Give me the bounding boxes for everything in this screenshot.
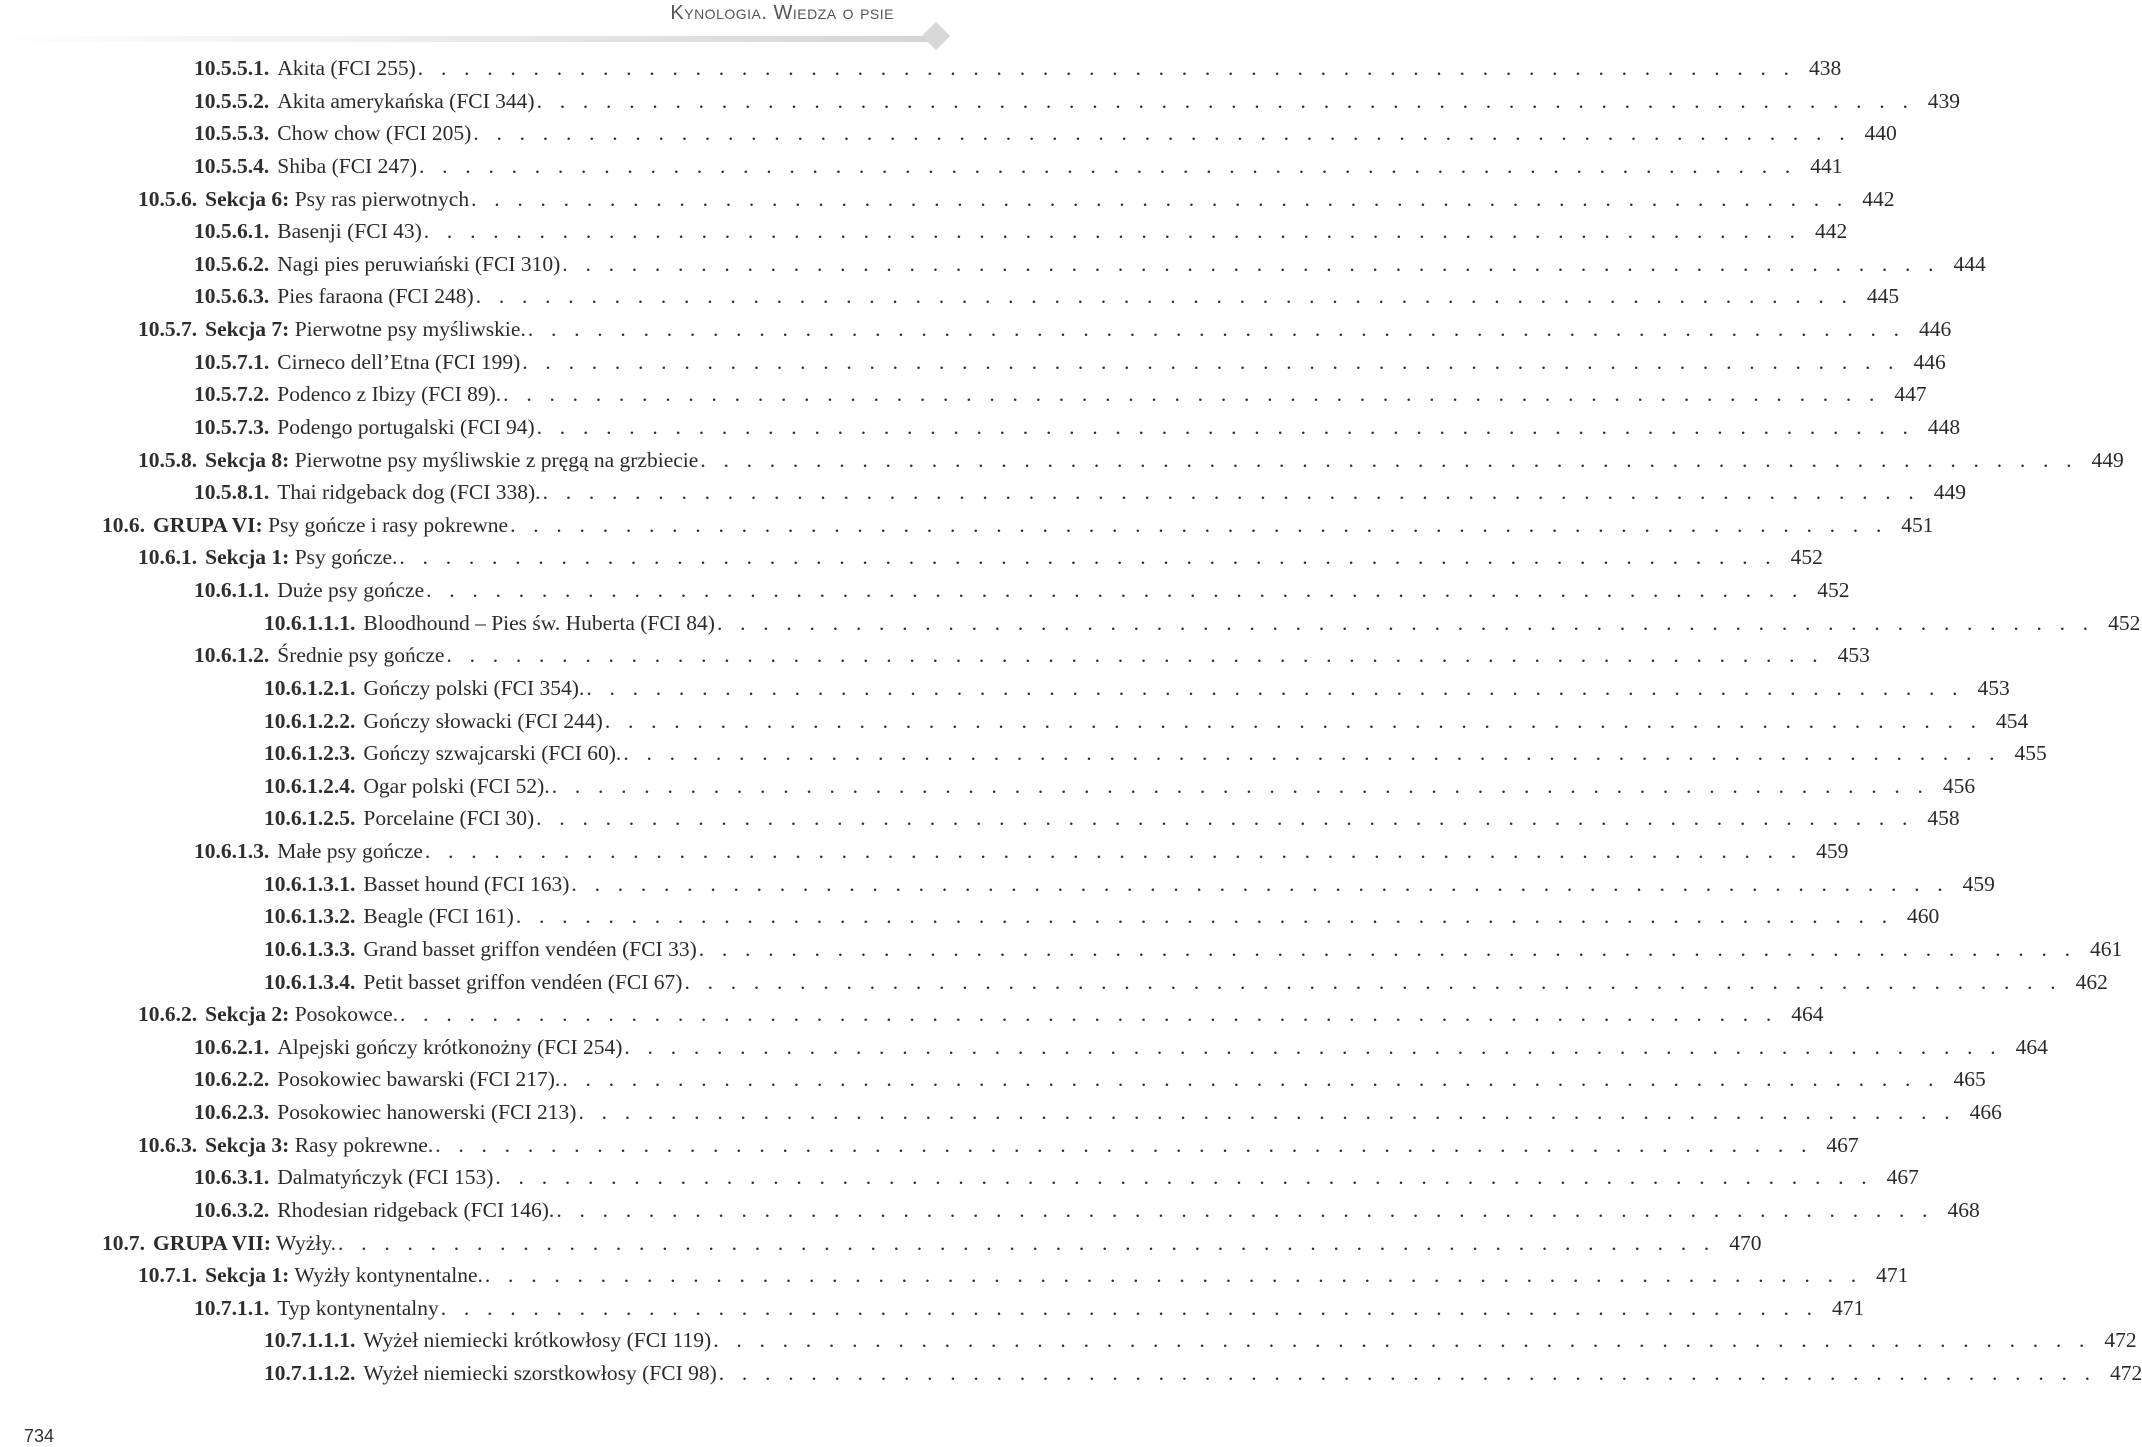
- toc-entry: [0, 346, 1946, 379]
- running-header-title: Kynologia. Wiedza o psie: [670, 2, 894, 24]
- toc-entry: [0, 411, 1961, 444]
- toc-entry-label: Cirneco dell’Etna (FCI 199): [277, 349, 521, 374]
- toc-entry-title: [205, 1259, 483, 1292]
- toc-entry-label: Wyżeł niemiecki szorstkowłosy (FCI 98): [363, 1361, 717, 1385]
- toc-entry-number: 10.6.1.2.1.: [264, 675, 356, 700]
- dot-leader: . . . . . . . . . . . . . . . . . . . . . . . . . . . . . . . . . . . . . . . . . . . . . . . . . . . . . . . . . . . .: [510, 512, 1888, 537]
- toc-entry-number: 10.5.6.1.: [194, 219, 270, 244]
- toc-entry-page: 442: [1862, 186, 1895, 211]
- toc-entry: [0, 85, 1961, 118]
- toc-entry: [0, 1357, 2142, 1390]
- toc-entry-label: Akita amerykańska (FCI 344): [277, 88, 535, 113]
- toc-entry: [0, 705, 2029, 738]
- toc-entry-title: [153, 509, 508, 542]
- toc-entry-section-label: GRUPA VI:: [153, 512, 263, 537]
- toc-entry: [0, 248, 1986, 281]
- toc-entry-page: 459: [1816, 839, 1849, 863]
- toc-entry-label: Pies faraona (FCI 248): [277, 284, 474, 309]
- toc-entry-label: Gończy szwajcarski (FCI 60).: [363, 741, 622, 766]
- toc-entry-page: 440: [1864, 121, 1897, 146]
- toc-entry: [0, 1324, 2137, 1357]
- toc-entry-label: Rasy pokrewne.: [289, 1132, 434, 1157]
- toc-entry: [0, 183, 1895, 216]
- toc-entry-number: 10.7.1.1.1.: [264, 1328, 356, 1353]
- toc-entry-label: Bloodhound – Pies św. Huberta (FCI 84): [363, 610, 715, 635]
- toc-entry: [0, 117, 1897, 150]
- toc-entry-label: Posokowce.: [289, 1002, 399, 1027]
- toc-entry-title: [277, 346, 520, 379]
- toc-entry-label: Porcelaine (FCI 30): [363, 806, 535, 831]
- toc-entry-page: 444: [1953, 251, 1986, 276]
- toc-entry-page: 439: [1927, 88, 1961, 113]
- toc-entry-title: [205, 1129, 433, 1162]
- toc-entry-title: [277, 1194, 554, 1227]
- toc-entry-title: [277, 248, 560, 281]
- dot-leader: . . . . . . . . . . . . . . . . . . . . . . . . . . . . . . . . . . . . . . . . . . . . . . . . . . . . . . . . . . . .: [578, 1100, 1956, 1124]
- toc-entry-page: 465: [1953, 1067, 1986, 1092]
- toc-entry: [0, 509, 1934, 542]
- dot-leader: . . . . . . . . . . . . . . . . . . . . . . . . . . . . . . . . . . . . . . . . . . . . . . . . . . . . . . . . . . . .: [400, 1002, 1778, 1027]
- toc-entry-number: 10.5.6.3.: [194, 284, 270, 309]
- toc-entry-number: 10.6.1.2.2.: [264, 708, 356, 733]
- toc-entry-title: [277, 1096, 576, 1129]
- toc-entry-title: [277, 52, 416, 85]
- dot-leader: . . . . . . . . . . . . . . . . . . . . . . . . . . . . . . . . . . . . . . . . . . . . . . . . . . . . . . . . . . . .: [440, 1295, 1819, 1320]
- toc-entry-label: Średnie psy gończe: [277, 643, 445, 668]
- toc-entry-title: [363, 1357, 716, 1390]
- dot-leader: . . . . . . . . . . . . . . . . . . . . . . . . . . . . . . . . . . . . . . . . . . . . . . . . . . . . . . . . . . . .: [536, 88, 1915, 113]
- toc-entry-title: [363, 770, 549, 803]
- toc-entry-title: [277, 1031, 622, 1064]
- toc-entry-number: 10.5.5.1.: [194, 56, 270, 80]
- dot-leader: . . . . . . . . . . . . . . . . . . . . . . . . . . . . . . . . . . . . . . . . . . . . . . . . . . . . . . . . . . . .: [556, 1197, 1934, 1222]
- toc-entry-title: [277, 411, 534, 444]
- toc-entry-section-label: Sekcja 2:: [205, 1002, 290, 1027]
- toc-entry-number: 10.6.2.2.: [194, 1067, 270, 1092]
- toc-entry-label: Wyżły.: [271, 1230, 337, 1255]
- dot-leader: . . . . . . . . . . . . . . . . . . . . . . . . . . . . . . . . . . . . . . . . . . . . . . . . . . . . . . . . . . . .: [471, 186, 1849, 211]
- toc-entry-page: 460: [1907, 904, 1940, 929]
- toc-entry: [0, 639, 1870, 672]
- toc-entry-number: 10.6.1.3.2.: [264, 904, 356, 929]
- toc-entry-number: 10.5.6.2.: [194, 251, 270, 276]
- toc-entry-label: Wyżły kontynentalne.: [289, 1263, 483, 1288]
- toc-entry-page: 445: [1866, 284, 1900, 309]
- toc-entry-number: 10.7.1.: [138, 1263, 198, 1288]
- toc-entry: [0, 1259, 1909, 1292]
- toc-entry-page: 454: [1996, 708, 2029, 733]
- toc-entry-number: 10.7.1.1.2.: [264, 1361, 356, 1385]
- toc-entry: [0, 770, 1976, 803]
- toc-entry-label: Psy gończe i rasy pokrewne: [262, 512, 509, 537]
- toc-entry-number: 10.5.8.1.: [194, 480, 270, 505]
- toc-entry-title: [363, 900, 513, 933]
- toc-entry: [0, 52, 1842, 85]
- toc-entry-section-label: Sekcja 3:: [205, 1132, 290, 1157]
- toc-entry-number: 10.6.: [102, 512, 145, 537]
- dot-leader: . . . . . . . . . . . . . . . . . . . . . . . . . . . . . . . . . . . . . . . . . . . . . . . . . . . . . . . . . . . .: [338, 1230, 1716, 1255]
- toc-entry-title: [363, 1324, 711, 1357]
- dot-leader: . . . . . . . . . . . . . . . . . . . . . . . . . . . . . . . . . . . . . . . . . . . . . . . . . . . . . . . . . . . .: [562, 251, 1940, 276]
- dot-leader: . . . . . . . . . . . . . . . . . . . . . . . . . . . . . . . . . . . . . . . . . . . . . . . . . . . . . . . . . . . .: [435, 1132, 1813, 1157]
- toc-entry: [0, 1031, 2048, 1064]
- toc-entry-number: 10.5.5.2.: [194, 88, 270, 113]
- toc-entry-title: [277, 639, 444, 672]
- toc-entry: [0, 313, 1952, 346]
- toc-entry-label: Posokowiec bawarski (FCI 217).: [277, 1067, 561, 1092]
- toc-entry-number: 10.6.1.3.3.: [264, 936, 356, 961]
- toc-entry-label: Pierwotne psy myśliwskie z pręgą na grzbiecie: [289, 447, 699, 472]
- dot-leader: . . . . . . . . . . . . . . . . . . . . . . . . . . . . . . . . . . . . . . . . . . . . . . . . . . . . . . . . . . . .: [515, 904, 1894, 929]
- dot-leader: . . . . . . . . . . . . . . . . . . . . . . . . . . . . . . . . . . . . . . . . . . . . . . . . . . . . . . . . . . . .: [419, 153, 1797, 178]
- toc-entry-number: 10.5.7.3.: [194, 414, 270, 439]
- toc-entry-title: [363, 868, 569, 901]
- toc-entry-title: [277, 117, 471, 150]
- dot-leader: . . . . . . . . . . . . . . . . . . . . . . . . . . . . . . . . . . . . . . . . . . . . . . . . . . . . . . . . . . . .: [571, 871, 1949, 896]
- toc-entry-title: [277, 1063, 560, 1096]
- dot-leader: . . . . . . . . . . . . . . . . . . . . . . . . . . . . . . . . . . . . . . . . . . . . . . . . . . . . . . . . . . . .: [698, 936, 2077, 961]
- toc-entry: [0, 1129, 1859, 1162]
- dot-leader: . . . . . . . . . . . . . . . . . . . . . . . . . . . . . . . . . . . . . . . . . . . . . . . . . . . . . . . . . . . .: [399, 545, 1777, 570]
- toc-entry-title: [363, 966, 682, 999]
- toc-entry-number: 10.6.1.2.5.: [264, 806, 356, 831]
- toc-entry: [0, 378, 1927, 411]
- dot-leader: . . . . . . . . . . . . . . . . . . . . . . . . . . . . . . . . . . . . . . . . . . . . . . . . . . . . . . . . . . . .: [623, 741, 2001, 766]
- toc-entry-number: 10.7.: [102, 1230, 145, 1255]
- toc-entry: [0, 672, 2010, 705]
- dot-leader: . . . . . . . . . . . . . . . . . . . . . . . . . . . . . . . . . . . . . . . . . . . . . . . . . . . . . . . . . . . .: [417, 56, 1796, 80]
- toc-entry-section-label: Sekcja 7:: [205, 317, 290, 341]
- toc-entry-number: 10.6.1.3.1.: [264, 871, 356, 896]
- toc-entry-label: Ogar polski (FCI 52).: [363, 773, 550, 798]
- dot-leader: . . . . . . . . . . . . . . . . . . . . . . . . . . . . . . . . . . . . . . . . . . . . . . . . . . . . . . . . . . . .: [527, 317, 1906, 341]
- toc-entry-number: 10.6.2.1.: [194, 1034, 270, 1059]
- diamond-ornament-icon: [922, 22, 950, 50]
- dot-leader: . . . . . . . . . . . . . . . . . . . . . . . . . . . . . . . . . . . . . . . . . . . . . . . . . . . . . . . . . . . .: [536, 414, 1915, 439]
- dot-leader: . . . . . . . . . . . . . . . . . . . . . . . . . . . . . . . . . . . . . . . . . . . . . . . . . . . . . . . . . . . .: [484, 1263, 1863, 1288]
- dot-leader: . . . . . . . . . . . . . . . . . . . . . . . . . . . . . . . . . . . . . . . . . . . . . . . . . . . . . . . . . . . .: [495, 1165, 1873, 1190]
- toc-entry: [0, 998, 1824, 1031]
- toc-entry: [0, 966, 2108, 999]
- toc-entry-title: [277, 835, 423, 868]
- toc-entry-label: Gończy polski (FCI 354).: [363, 675, 585, 700]
- toc-entry-number: 10.6.2.3.: [194, 1100, 270, 1124]
- toc-entry-label: Podenco z Ibizy (FCI 89).: [277, 382, 502, 407]
- toc-entry: [0, 835, 1849, 868]
- toc-entry-label: Beagle (FCI 161): [363, 904, 514, 929]
- dot-leader: . . . . . . . . . . . . . . . . . . . . . . . . . . . . . . . . . . . . . . . . . . . . . . . . . . . . . . . . . . . .: [522, 349, 1900, 374]
- toc-entry-title: [277, 574, 424, 607]
- toc-entry: [0, 802, 1960, 835]
- toc-entry-title: [205, 444, 698, 477]
- toc-entry: [0, 215, 1848, 248]
- dot-leader: . . . . . . . . . . . . . . . . . . . . . . . . . . . . . . . . . . . . . . . . . . . . . . . . . . . . . . . . . . . .: [716, 610, 2095, 635]
- toc-entry-page: 452: [2108, 610, 2141, 635]
- toc-entry-title: [277, 85, 534, 118]
- toc-entry-number: 10.6.1.3.4.: [264, 969, 356, 994]
- toc-entry: [0, 737, 2047, 770]
- toc-entry-page: 448: [1927, 414, 1961, 439]
- toc-entry-number: 10.5.7.1.: [194, 349, 270, 374]
- toc-entry-page: 466: [1969, 1100, 2002, 1124]
- toc-entry-label: Alpejski gończy krótkonożny (FCI 254): [277, 1034, 623, 1059]
- toc-entry-number: 10.6.1.2.: [194, 643, 270, 668]
- toc-entry-page: 471: [1876, 1263, 1909, 1288]
- toc-entry-page: 447: [1894, 382, 1927, 407]
- dot-leader: . . . . . . . . . . . . . . . . . . . . . . . . . . . . . . . . . . . . . . . . . . . . . . . . . . . . . . . . . . . .: [684, 969, 2062, 994]
- running-header: [0, 0, 960, 56]
- toc-entry-title: [363, 933, 696, 966]
- toc-entry-page: 453: [1977, 675, 2010, 700]
- toc-entry-page: 464: [1791, 1002, 1824, 1027]
- toc-entry-number: 10.6.1.: [138, 545, 198, 570]
- toc-entry: [0, 1194, 1980, 1227]
- toc-entry-title: [277, 150, 417, 183]
- toc-entry-label: Duże psy gończe: [277, 578, 425, 602]
- toc-entry-label: Rhodesian ridgeback (FCI 146).: [277, 1197, 555, 1222]
- toc-entry: [0, 280, 1900, 313]
- toc-entry-title: [277, 1292, 439, 1325]
- dot-leader: . . . . . . . . . . . . . . . . . . . . . . . . . . . . . . . . . . . . . . . . . . . . . . . . . . . . . . . . . . . .: [718, 1361, 2097, 1385]
- toc-entry-page: 446: [1919, 317, 1952, 341]
- toc-entry-page: 471: [1831, 1295, 1865, 1320]
- toc-entry: [0, 150, 1843, 183]
- dot-leader: . . . . . . . . . . . . . . . . . . . . . . . . . . . . . . . . . . . . . . . . . . . . . . . . . . . . . . . . . . . .: [473, 121, 1851, 146]
- toc-entry-title: [153, 1227, 336, 1260]
- toc-entry-number: 10.5.7.2.: [194, 382, 270, 407]
- dot-leader: . . . . . . . . . . . . . . . . . . . . . . . . . . . . . . . . . . . . . . . . . . . . . . . . . . . . . . . . . . . .: [423, 219, 1802, 244]
- toc-entry-page: 461: [2089, 936, 2123, 961]
- toc-entry-title: [205, 313, 526, 346]
- toc-entry-number: 10.6.1.3.: [194, 839, 270, 863]
- toc-entry-title: [363, 705, 602, 738]
- toc-entry: [0, 900, 1940, 933]
- dot-leader: . . . . . . . . . . . . . . . . . . . . . . . . . . . . . . . . . . . . . . . . . . . . . . . . . . . . . . . . . . . .: [551, 773, 1930, 798]
- toc-entry-title: [205, 998, 398, 1031]
- toc-entry-label: Pierwotne psy myśliwskie.: [289, 317, 526, 341]
- dot-leader: . . . . . . . . . . . . . . . . . . . . . . . . . . . . . . . . . . . . . . . . . . . . . . . . . . . . . . . . . . . .: [562, 1067, 1940, 1092]
- toc-entry-label: Nagi pies peruwiański (FCI 310): [277, 251, 561, 276]
- page-number: 734: [24, 1426, 55, 1446]
- toc-entry-page: 456: [1942, 773, 1976, 798]
- table-of-contents: [0, 52, 2142, 1390]
- toc-entry-label: Shiba (FCI 247): [277, 153, 417, 178]
- toc-entry-label: Psy ras pierwotnych: [289, 186, 470, 211]
- toc-entry-title: [277, 378, 501, 411]
- toc-entry-label: Dalmatyńczyk (FCI 153): [277, 1165, 494, 1190]
- toc-entry: [0, 607, 2141, 640]
- toc-entry-page: 452: [1817, 578, 1850, 602]
- toc-entry-title: [277, 280, 473, 313]
- toc-entry-label: Podengo portugalski (FCI 94): [277, 414, 535, 439]
- toc-entry-section-label: GRUPA VII:: [153, 1230, 272, 1255]
- toc-entry-section-label: Sekcja 1:: [205, 1263, 290, 1288]
- toc-entry-title: [363, 737, 621, 770]
- toc-entry-number: 10.6.3.1.: [194, 1165, 270, 1190]
- toc-entry: [0, 476, 1966, 509]
- toc-entry-page: 455: [2014, 741, 2047, 766]
- toc-entry-label: Basset hound (FCI 163): [363, 871, 570, 896]
- toc-entry-section-label: Sekcja 6:: [205, 186, 290, 211]
- toc-entry-number: 10.5.5.3.: [194, 121, 270, 146]
- toc-entry-number: 10.6.3.: [138, 1132, 198, 1157]
- toc-entry-label: Posokowiec hanowerski (FCI 213): [277, 1100, 577, 1124]
- toc-entry-page: 446: [1913, 349, 1946, 374]
- toc-entry: [0, 1096, 2002, 1129]
- dot-leader: . . . . . . . . . . . . . . . . . . . . . . . . . . . . . . . . . . . . . . . . . . . . . . . . . . . . . . . . . . . .: [604, 708, 1983, 733]
- toc-entry-number: 10.6.1.1.: [194, 578, 270, 602]
- toc-entry-number: 10.6.1.1.1.: [264, 610, 356, 635]
- toc-entry-number: 10.6.1.2.4.: [264, 773, 356, 798]
- toc-entry: [0, 933, 2123, 966]
- toc-entry-label: Małe psy gończe: [277, 839, 423, 863]
- toc-entry-title: [205, 183, 469, 216]
- toc-entry-title: [205, 541, 397, 574]
- toc-entry-label: Petit basset griffon vendéen (FCI 67): [363, 969, 683, 994]
- toc-entry-number: 10.6.1.2.3.: [264, 741, 356, 766]
- toc-entry-page: 459: [1962, 871, 1995, 896]
- toc-entry-page: 438: [1808, 56, 1842, 80]
- toc-entry-label: Psy gończe.: [289, 545, 398, 570]
- toc-entry-page: 462: [2075, 969, 2108, 994]
- toc-entry-title: [363, 607, 715, 640]
- toc-entry-title: [277, 215, 422, 248]
- toc-entry-page: 472: [2109, 1361, 2142, 1385]
- toc-entry: [0, 1227, 1762, 1260]
- dot-leader: . . . . . . . . . . . . . . . . . . . . . . . . . . . . . . . . . . . . . . . . . . . . . . . . . . . . . . . . . . . .: [713, 1328, 2091, 1353]
- toc-entry-page: 467: [1886, 1165, 1919, 1190]
- toc-entry: [0, 541, 1823, 574]
- toc-entry-page: 451: [1901, 512, 1934, 537]
- dot-leader: . . . . . . . . . . . . . . . . . . . . . . . . . . . . . . . . . . . . . . . . . . . . . . . . . . . . . . . . . . . .: [426, 578, 1804, 602]
- dot-leader: . . . . . . . . . . . . . . . . . . . . . . . . . . . . . . . . . . . . . . . . . . . . . . . . . . . . . . . . . . . .: [446, 643, 1824, 668]
- toc-entry-number: 10.6.2.: [138, 1002, 198, 1027]
- toc-entry-label: Typ kontynentalny: [277, 1295, 439, 1320]
- dot-leader: . . . . . . . . . . . . . . . . . . . . . . . . . . . . . . . . . . . . . . . . . . . . . . . . . . . . . . . . . . . .: [700, 447, 2078, 472]
- dot-leader: . . . . . . . . . . . . . . . . . . . . . . . . . . . . . . . . . . . . . . . . . . . . . . . . . . . . . . . . . . . .: [475, 284, 1854, 309]
- toc-entry-section-label: Sekcja 1:: [205, 545, 290, 570]
- toc-entry-number: 10.5.8.: [138, 447, 198, 472]
- toc-entry-label: Gończy słowacki (FCI 244): [363, 708, 603, 733]
- toc-entry-page: 441: [1810, 153, 1843, 178]
- toc-entry-page: 452: [1790, 545, 1823, 570]
- toc-entry-label: Wyżeł niemiecki krótkowłosy (FCI 119): [363, 1328, 712, 1353]
- toc-entry-number: 10.7.1.1.: [194, 1295, 270, 1320]
- dot-leader: . . . . . . . . . . . . . . . . . . . . . . . . . . . . . . . . . . . . . . . . . . . . . . . . . . . . . . . . . . . .: [536, 806, 1914, 831]
- toc-entry-page: 458: [1927, 806, 1960, 831]
- toc-entry: [0, 444, 2124, 477]
- toc-entry-page: 468: [1947, 1197, 1980, 1222]
- toc-entry-page: 470: [1729, 1230, 1762, 1255]
- toc-entry-title: [363, 672, 584, 705]
- toc-entry-label: Chow chow (FCI 205): [277, 121, 472, 146]
- header-rule: [0, 36, 934, 42]
- toc-entry-number: 10.5.7.: [138, 317, 198, 341]
- toc-entry: [0, 868, 1995, 901]
- toc-entry-number: 10.5.5.4.: [194, 153, 270, 178]
- toc-entry-page: 467: [1826, 1132, 1859, 1157]
- dot-leader: . . . . . . . . . . . . . . . . . . . . . . . . . . . . . . . . . . . . . . . . . . . . . . . . . . . . . . . . . . . .: [586, 675, 1964, 700]
- dot-leader: . . . . . . . . . . . . . . . . . . . . . . . . . . . . . . . . . . . . . . . . . . . . . . . . . . . . . . . . . . . .: [624, 1034, 2002, 1059]
- toc-entry-page: 442: [1814, 219, 1848, 244]
- toc-entry: [0, 1161, 1919, 1194]
- toc-entry: [0, 574, 1850, 607]
- toc-entry-label: Grand basset griffon vendéen (FCI 33): [363, 936, 697, 961]
- toc-entry: [0, 1063, 1986, 1096]
- toc-entry-label: Basenji (FCI 43): [277, 219, 422, 244]
- toc-entry-section-label: Sekcja 8:: [205, 447, 290, 472]
- toc-entry-page: 453: [1837, 643, 1870, 668]
- toc-entry-number: 10.5.6.: [138, 186, 198, 211]
- toc-entry-page: 464: [2015, 1034, 2048, 1059]
- toc-entry-label: Thai ridgeback dog (FCI 338).: [277, 480, 541, 505]
- dot-leader: . . . . . . . . . . . . . . . . . . . . . . . . . . . . . . . . . . . . . . . . . . . . . . . . . . . . . . . . . . . .: [424, 839, 1803, 863]
- toc-entry-title: [277, 1161, 493, 1194]
- dot-leader: . . . . . . . . . . . . . . . . . . . . . . . . . . . . . . . . . . . . . . . . . . . . . . . . . . . . . . . . . . . .: [542, 480, 1920, 505]
- toc-entry-number: 10.6.3.2.: [194, 1197, 270, 1222]
- toc-entry-page: 449: [1933, 480, 1966, 505]
- toc-entry-page: 449: [2091, 447, 2124, 472]
- dot-leader: . . . . . . . . . . . . . . . . . . . . . . . . . . . . . . . . . . . . . . . . . . . . . . . . . . . . . . . . . . . .: [503, 382, 1881, 407]
- toc-entry-title: [277, 476, 540, 509]
- toc-entry-title: [363, 802, 534, 835]
- toc-entry-label: Akita (FCI 255): [277, 56, 416, 80]
- toc-entry: [0, 1292, 1865, 1325]
- toc-entry-page: 472: [2104, 1328, 2137, 1353]
